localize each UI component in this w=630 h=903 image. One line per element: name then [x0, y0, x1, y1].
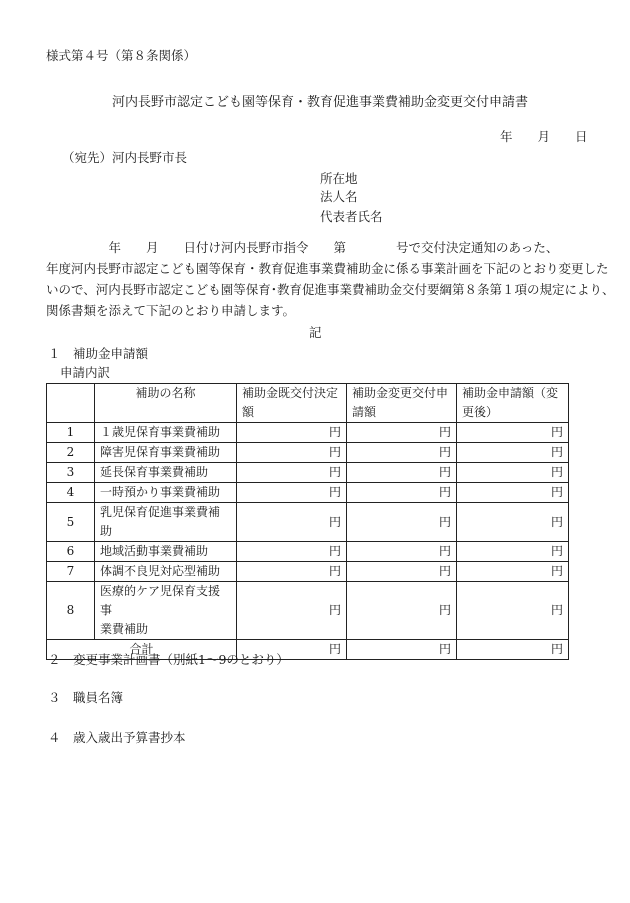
row-number: 2 — [47, 443, 95, 463]
row-col3: 円 — [457, 463, 569, 483]
row-col2: 円 — [347, 542, 457, 562]
row-name — [95, 582, 237, 640]
corporation-label: 法人名 — [320, 189, 358, 204]
body-paragraph — [46, 237, 615, 321]
row-col2: 円 — [347, 582, 457, 640]
row-name: 延長保育事業費補助 — [95, 463, 237, 483]
header-col1 — [237, 384, 347, 423]
row-col1: 円 — [237, 582, 347, 640]
section1-heading: １ 補助金申請額 — [48, 346, 149, 361]
total-col3: 円 — [457, 640, 569, 660]
page-title: 河内長野市認定こども園等保育・教育促進事業費補助金変更交付申請書 — [112, 95, 529, 110]
row-col3: 円 — [457, 582, 569, 640]
row-number: 1 — [47, 423, 95, 443]
table-row — [47, 463, 569, 483]
ki-heading: 記 — [309, 325, 322, 340]
address-label: 所在地 — [320, 171, 358, 186]
row-col2: 円 — [347, 423, 457, 443]
grant-table — [46, 383, 569, 660]
row-number: 4 — [47, 483, 95, 503]
header-col3-line1: 補助金申請額（変 — [462, 386, 559, 400]
table-row — [47, 562, 569, 582]
body-line: 関係書類を添えて下記のとおり申請します。 — [46, 303, 296, 318]
row-col2: 円 — [347, 503, 457, 542]
section2-heading: ２ 変更事業計画書（別紙1～9のとおり） — [48, 652, 289, 667]
table-row — [47, 423, 569, 443]
header-col1-line2: 額 — [242, 405, 255, 419]
row-col1: 円 — [237, 423, 347, 443]
date-line: 年 月 日 — [500, 129, 588, 144]
row-col1: 円 — [237, 483, 347, 503]
table-row — [47, 503, 569, 542]
row-col1: 円 — [237, 542, 347, 562]
total-col2: 円 — [347, 640, 457, 660]
row-col2: 円 — [347, 483, 457, 503]
total-col1: 円 — [237, 640, 347, 660]
table-header-row — [47, 384, 569, 423]
header-col2-line2: 請額 — [352, 405, 377, 419]
row-name: 乳児保育促進事業費補助 — [95, 503, 237, 542]
row-name: 障害児保育事業費補助 — [95, 443, 237, 463]
header-col3 — [457, 384, 569, 423]
row-name-line2: 業費補助 — [100, 622, 149, 636]
row-col1: 円 — [237, 503, 347, 542]
row-col3: 円 — [457, 503, 569, 542]
table-row — [47, 483, 569, 503]
header-col2-line1: 補助金変更交付申 — [352, 386, 449, 400]
header-col2 — [347, 384, 457, 423]
row-col1: 円 — [237, 463, 347, 483]
header-col3-line2: 更後） — [462, 405, 499, 419]
row-number: 6 — [47, 542, 95, 562]
header-name: 補助の名称 — [95, 384, 237, 423]
row-col3: 円 — [457, 443, 569, 463]
row-number: 8 — [47, 582, 95, 640]
row-col3: 円 — [457, 562, 569, 582]
row-number: 5 — [47, 503, 95, 542]
body-line: いので、河内長野市認定こども園等保育･教育促進事業費補助金交付要綱第８条第１項の規定により、 — [46, 282, 615, 297]
row-col3: 円 — [457, 542, 569, 562]
row-col3: 円 — [457, 423, 569, 443]
body-line: 年度河内長野市認定こども園等保育・教育促進事業費補助金に係る事業計画を下記のとおり変更した — [46, 261, 609, 276]
row-col3: 円 — [457, 483, 569, 503]
table-row — [47, 582, 569, 640]
row-number: 3 — [47, 463, 95, 483]
row-col1: 円 — [237, 443, 347, 463]
section4-heading: ４ 歳入歳出予算書抄本 — [48, 730, 186, 745]
header-col1-line1: 補助金既交付決定 — [242, 386, 339, 400]
header-no — [47, 384, 95, 423]
row-number: 7 — [47, 562, 95, 582]
total-label: 合計 — [47, 640, 237, 660]
row-col2: 円 — [347, 463, 457, 483]
row-name: 地域活動事業費補助 — [95, 542, 237, 562]
form-number: 様式第４号（第８条関係） — [46, 48, 197, 63]
row-name: 一時預かり事業費補助 — [95, 483, 237, 503]
row-name-line1: 医療的ケア児保育支援事 — [100, 584, 221, 617]
representative-label: 代表者氏名 — [320, 209, 383, 224]
section1-sub: 申請内訳 — [60, 365, 111, 380]
row-name: １歳児保育事業費補助 — [95, 423, 237, 443]
row-col1: 円 — [237, 562, 347, 582]
table-row — [47, 542, 569, 562]
body-line: 年 月 日付け河内長野市指令 第 号で交付決定通知のあった、 — [46, 240, 559, 255]
section3-heading: ３ 職員名簿 — [48, 690, 124, 705]
row-col2: 円 — [347, 443, 457, 463]
row-col2: 円 — [347, 562, 457, 582]
row-name: 体調不良児対応型補助 — [95, 562, 237, 582]
table-row — [47, 443, 569, 463]
addressee: （宛先）河内長野市長 — [62, 150, 188, 165]
